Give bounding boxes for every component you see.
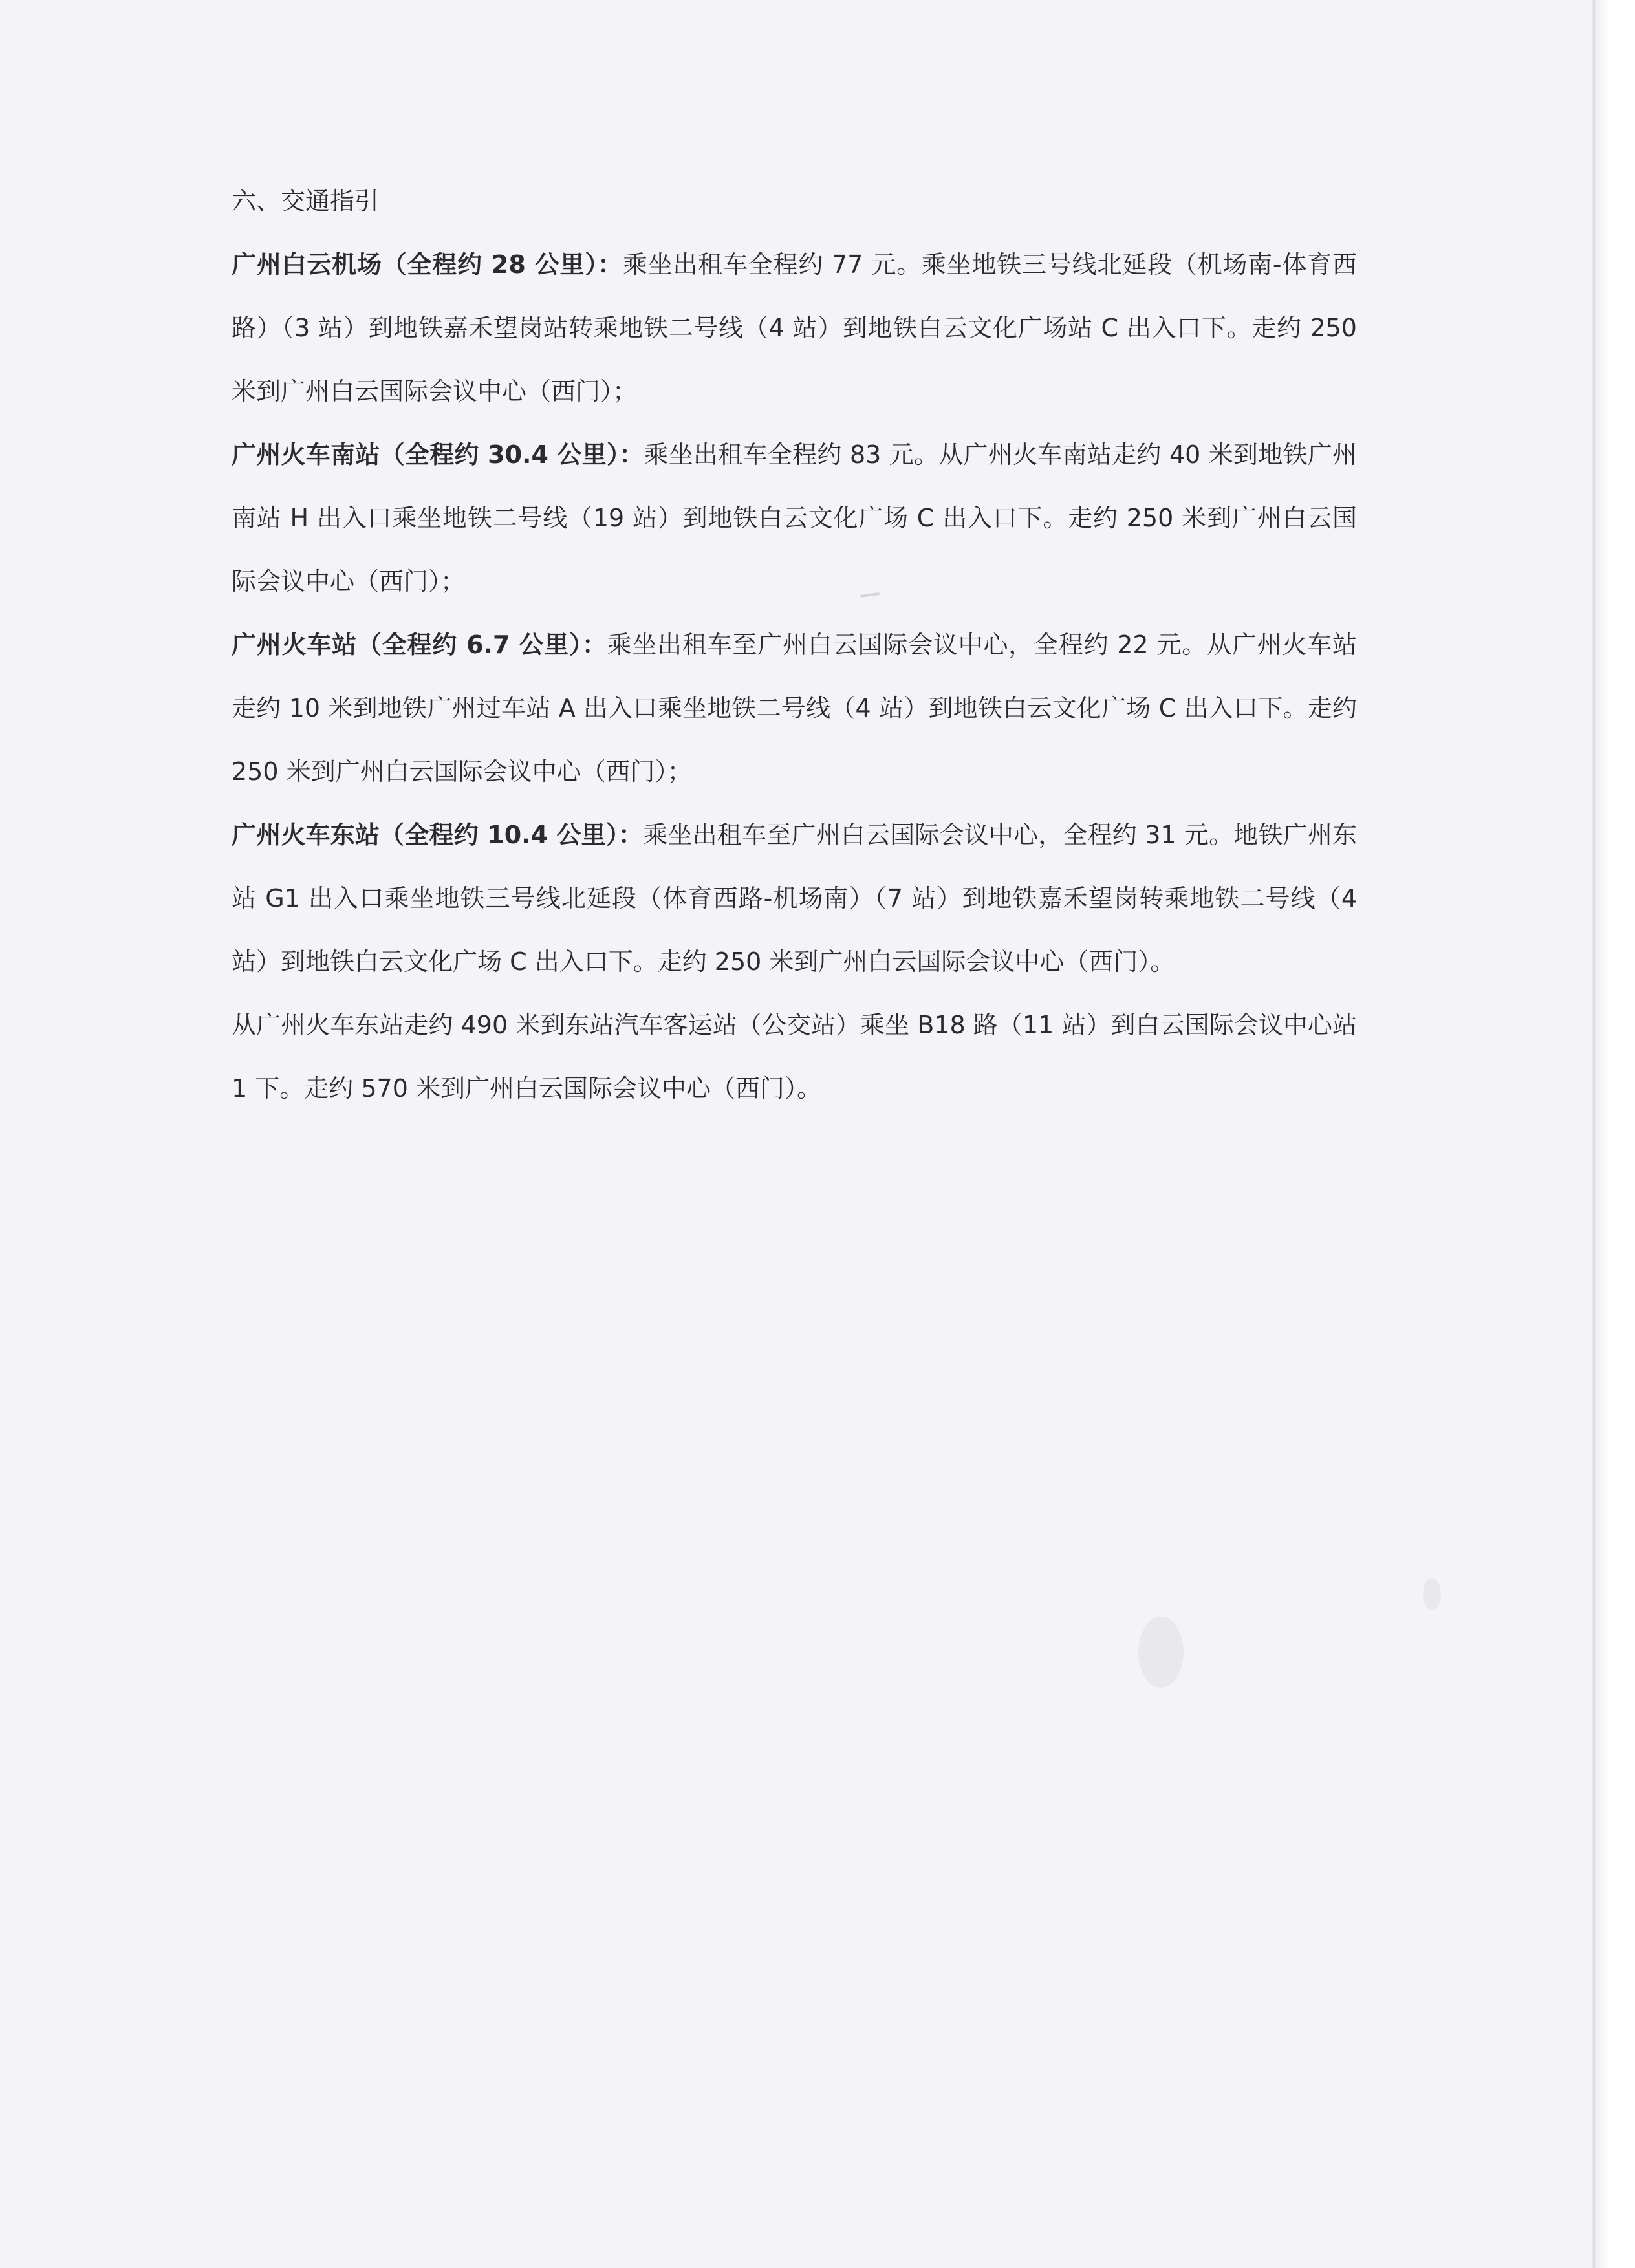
paragraph-text: 乘坐出租车至广州白云国际会议中心，全程约 31 元。地铁广州东站 G1 出入口乘坐地铁三号线北延段（体育西路-机场南）（7 站）到地铁嘉禾望岗转乘地铁二号线（4 站）到地铁白云文化广场 C 出入口下。走约 250 米到广州白云国际会议中心（西门）。 <box>232 821 1358 976</box>
paragraph-railway-station <box>232 613 1357 803</box>
paragraph-east-station-bus <box>232 993 1357 1120</box>
paragraph-east-station <box>232 803 1357 993</box>
paragraph-label: 广州火车东站（全程约 10.4 公里）： <box>232 821 644 849</box>
document-body <box>232 169 1357 1120</box>
paragraph-label: 广州火车站（全程约 6.7 公里）： <box>232 631 607 659</box>
scan-smudge <box>1423 1578 1441 1610</box>
scan-page-edge-line <box>1593 0 1595 2268</box>
scan-page-edge <box>1592 0 1635 2268</box>
paragraph-text: 乘坐出租车全程约 77 元。乘坐地铁三号线北延段（机场南-体育西路）（3 站）到地铁嘉禾望岗站转乘地铁二号线（4 站）到地铁白云文化广场站 C 出入口下。走约 250 米到广州白云国际会议中心（西门）； <box>232 250 1357 405</box>
paragraph-label: 广州白云机场（全程约 28 公里）： <box>232 250 623 279</box>
paragraph-text: 乘坐出租车全程约 83 元。从广州火车南站走约 40 米到地铁广州南站 H 出入口乘坐地铁二号线（19 站）到地铁白云文化广场 C 出入口下。走约 250 米到广州白云国际会议中心（西门）； <box>232 440 1358 596</box>
section-heading: 六、交通指引 <box>232 187 380 215</box>
scan-smudge <box>1138 1617 1184 1688</box>
paragraph-text: 乘坐出租车至广州白云国际会议中心，全程约 22 元。从广州火车站走约 10 米到地铁广州过车站 A 出入口乘坐地铁二号线（4 站）到地铁白云文化广场 C 出入口下。走约 250 米到广州白云国际会议中心（西门）； <box>232 631 1357 786</box>
paragraph-label: 广州火车南站（全程约 30.4 公里）： <box>232 440 644 469</box>
paragraph-text: 从广州火车东站走约 490 米到东站汽车客运站（公交站）乘坐 B18 路（11 站）到白云国际会议中心站 1 下。走约 570 米到广州白云国际会议中心（西门）。 <box>232 1011 1357 1103</box>
paragraph-south-station <box>232 423 1357 613</box>
paragraph-baiyun-airport <box>232 233 1357 423</box>
